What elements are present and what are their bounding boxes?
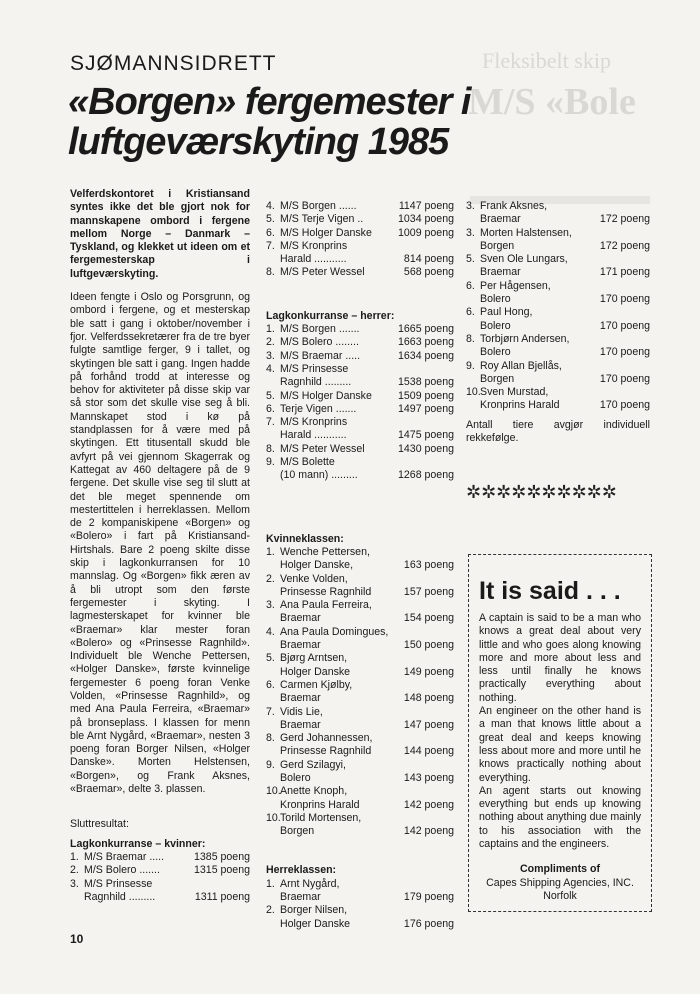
- team-men-list: [266, 323, 454, 483]
- points: 1509 poeng: [398, 389, 454, 402]
- rank: 2.: [266, 904, 275, 917]
- result-line: [466, 373, 650, 386]
- ship-name: Braemar: [280, 718, 321, 731]
- result-row: [70, 851, 250, 864]
- result-entry: [466, 253, 650, 280]
- result-line: [466, 306, 650, 319]
- entry-name: M/S Bolero .......: [84, 864, 160, 877]
- result-line: [266, 891, 454, 904]
- result-entry: [266, 812, 454, 839]
- entry-name: M/S Holger Danske: [280, 226, 372, 239]
- rank: 8.: [266, 732, 275, 745]
- result-line: [266, 612, 454, 625]
- rank: 1.: [266, 323, 275, 336]
- competitor-name: Borger Nilsen,: [280, 904, 348, 917]
- points: 1475 poeng: [398, 429, 454, 442]
- result-line: [266, 652, 454, 665]
- result-row: [266, 336, 454, 349]
- points: 157 poeng: [403, 585, 454, 598]
- competitor-name: Venke Volden,: [280, 572, 348, 585]
- result-line: [466, 320, 650, 333]
- points: 1497 poeng: [398, 402, 454, 415]
- result-line: [266, 825, 454, 838]
- points: 1311 poeng: [194, 890, 250, 903]
- points: 1430 poeng: [398, 442, 454, 455]
- rank: 3.: [466, 200, 475, 212]
- ship-name: Braemar: [280, 692, 321, 705]
- result-line: [466, 346, 650, 359]
- points: 1634 poeng: [398, 349, 454, 362]
- result-entry: [266, 785, 454, 812]
- entry-name: M/S Kronprins: [280, 239, 348, 252]
- rank: 4.: [266, 625, 275, 638]
- ship-name: Kronprins Harald: [280, 798, 360, 811]
- column-3: [466, 200, 650, 445]
- result-line: [266, 546, 454, 559]
- rank: 1.: [266, 545, 275, 558]
- result-entry: [266, 878, 454, 905]
- points: 172 poeng: [599, 213, 650, 226]
- ship-name: Braemar: [480, 266, 521, 279]
- section-heading: SJØMANNSIDRETT: [70, 52, 277, 75]
- points: 568 poeng: [403, 266, 454, 279]
- body-text: Ideen fengte i Oslo og Porsgrunn, og ombord i fergene, og et mesterskap ble satt i gang i oktober/november i fjor. Velferdssekretærer fra de tre byer fulgte samtlige ferger, 9 i tallet, og skytingen ble satt i gang. Ingen hadde på forhånd trodd at interesse og behov for aktiviteter på disse skip var så stor som det skulle vise seg å bli. Mannskapet stod i kø på standplassen for å være med på skytingen. Ett titusentall skudd ble avfyrt på vei gjennom Skagerrak og Kattegat av 460 deltagere på de 9 fergene. Det skulle vise seg til slutt at det ble meget spennende om mestertittelen i herreklassen. Mellom de 2 kompaniskipene «Borgen» og «Bolero» i fart på Kristiansand-Hirtshals. Bare 2 poeng skilte disse skip i lagkonkurransen for 10 mannslag. Og «Borgen» fikk æren av å bli utropt som den første fergemester i skyting. I lagmesterskapet for kvinner ble «Braemar» klar mester foran «Bolero» og «Prinsesse Ragnhild». Individuelt ble Wenche Pettersen, «Holger Danske», første kvinnelige fergemester 6 poeng foran Venke Volden, «Prinsesse Ragnhild», og med Ana Paula Ferreira, «Braemar» på bronseplass. I klassen for menn ble Arnt Nygård, «Braemar», nesten 3 poeng foran Borger Nilsen, «Holger Danske». Morten Helstensen, «Borgen», og Frank Aksnes, «Braemar», delte 3. plassen.: [70, 291, 250, 796]
- result-line: [266, 692, 454, 705]
- result-entry: [466, 386, 650, 413]
- result-row: [266, 240, 454, 253]
- compliments: [479, 863, 641, 903]
- rank: 10.: [466, 386, 481, 399]
- ship-name: Holger Danske,: [280, 559, 354, 572]
- rank: 5.: [266, 652, 275, 665]
- result-row: [70, 891, 250, 904]
- result-row: [266, 266, 454, 279]
- competitor-name: Per Hågensen,: [480, 279, 551, 292]
- rank: 8.: [466, 332, 475, 345]
- entry-name: M/S Bolette: [280, 456, 335, 469]
- ship-name: Bolero: [280, 771, 311, 784]
- points: 1665 poeng: [398, 323, 454, 336]
- result-entry: [266, 652, 454, 679]
- result-row: [266, 323, 454, 336]
- result-line: [466, 399, 650, 412]
- points: 142 poeng: [403, 798, 454, 811]
- result-line: [266, 799, 454, 812]
- points: 1034 poeng: [398, 213, 454, 226]
- result-entry: [466, 200, 650, 227]
- points: 143 poeng: [403, 771, 454, 784]
- result-row: [266, 403, 454, 416]
- competitor-name: Wenche Pettersen,: [280, 545, 370, 558]
- result-row: [266, 213, 454, 226]
- result-line: [266, 785, 454, 798]
- ship-name: Bolero: [480, 293, 511, 306]
- competitor-name: Paul Hong,: [480, 306, 533, 319]
- ship-name: Braemar: [480, 213, 521, 226]
- points: 170 poeng: [599, 319, 650, 332]
- tiebreak-note: Antall tiere avgjør individuell rekkefølge.: [466, 418, 650, 445]
- result-row: [266, 227, 454, 240]
- points: 172 poeng: [599, 239, 650, 252]
- title-line-2: luftgeværskyting 1985: [68, 121, 449, 163]
- competitor-name: Roy Allan Bjellås,: [480, 359, 562, 372]
- result-line: [266, 772, 454, 785]
- results-label: Sluttresultat:: [70, 818, 129, 831]
- result-line: [266, 732, 454, 745]
- rank: 2.: [266, 572, 275, 585]
- entry-name: Ragnhild .........: [280, 376, 352, 389]
- points: 1147 poeng: [398, 200, 454, 212]
- ship-name: Braemar: [280, 639, 321, 652]
- rank: 7.: [266, 416, 275, 429]
- points: 1009 poeng: [398, 226, 454, 239]
- box-paragraph-engineer: An engineer on the other hand is a man that knows little about a great deal and keeps knowing less about more and more until he knows practically nothing about everything.: [479, 705, 641, 784]
- points: 179 poeng: [403, 891, 454, 904]
- points: 171 poeng: [599, 266, 650, 279]
- entry-name: M/S Terje Vigen ..: [280, 213, 364, 226]
- result-row: [70, 878, 250, 891]
- result-line: [266, 626, 454, 639]
- title-line-1: «Borgen» fergemester i: [68, 81, 471, 123]
- result-row: [70, 864, 250, 877]
- result-line: [466, 386, 650, 399]
- ship-name: Holger Danske: [280, 917, 351, 930]
- column-2: [266, 200, 454, 931]
- result-entry: [266, 573, 454, 600]
- points: 1538 poeng: [398, 376, 454, 389]
- rank: 9.: [266, 758, 275, 771]
- ship-name: Borgen: [480, 239, 515, 252]
- result-line: [466, 266, 650, 279]
- result-entry: [266, 904, 454, 931]
- rank: 1.: [70, 850, 79, 863]
- competitor-name: Frank Aksnes,: [480, 200, 548, 212]
- result-line: [466, 293, 650, 306]
- points: 154 poeng: [403, 612, 454, 625]
- result-row: [266, 376, 454, 389]
- rank: 3.: [266, 349, 275, 362]
- entry-name: Terje Vigen .......: [280, 402, 357, 415]
- women-class-heading: Kvinneklassen:: [266, 532, 344, 545]
- points: 170 poeng: [599, 399, 650, 412]
- points: 150 poeng: [403, 639, 454, 652]
- ship-name: Braemar: [280, 891, 321, 904]
- rank: 8.: [266, 266, 275, 279]
- entry-name: M/S Holger Danske: [280, 389, 372, 402]
- result-entry: [266, 546, 454, 573]
- team-men-heading: Lagkonkurranse – herrer:: [266, 309, 395, 322]
- rank: 6.: [266, 226, 275, 239]
- result-line: [266, 745, 454, 758]
- ship-name: Prinsesse Ragnhild: [280, 745, 372, 758]
- competitor-name: Gerd Szilagyi,: [280, 758, 346, 771]
- points: 144 poeng: [403, 745, 454, 758]
- entry-name: Ragnhild .........: [84, 890, 156, 903]
- result-line: [266, 559, 454, 572]
- result-line: [466, 227, 650, 240]
- points: 170 poeng: [599, 372, 650, 385]
- entry-name: M/S Borgen .......: [280, 323, 360, 336]
- men-class-list: [266, 878, 454, 931]
- article-title: [68, 82, 471, 162]
- entry-name: Harald ...........: [280, 429, 347, 442]
- result-entry: [266, 706, 454, 733]
- result-line: [266, 719, 454, 732]
- result-line: [466, 213, 650, 226]
- result-row: [266, 456, 454, 469]
- result-line: [266, 586, 454, 599]
- box-title: It is said . . .: [479, 577, 621, 605]
- rank: 6.: [266, 402, 275, 415]
- result-line: [266, 573, 454, 586]
- points: 814 poeng: [403, 253, 454, 266]
- competitor-name: Torbjørn Andersen,: [480, 332, 570, 345]
- result-line: [266, 918, 454, 931]
- team-women-list-cont: [266, 200, 454, 280]
- result-line: [466, 240, 650, 253]
- ship-name: Kronprins Harald: [480, 399, 560, 412]
- rank: 6.: [466, 279, 475, 292]
- ship-name: Holger Danske: [280, 665, 351, 678]
- competitor-name: Ana Paula Ferreira,: [280, 599, 372, 612]
- result-line: [266, 878, 454, 891]
- result-entry: [266, 599, 454, 626]
- result-row: [266, 363, 454, 376]
- rank: 5.: [266, 213, 275, 226]
- ship-name: Bolero: [480, 346, 511, 359]
- entry-name: M/S Bolero ........: [280, 336, 359, 349]
- result-entry: [466, 333, 650, 360]
- rank: 5.: [466, 253, 475, 266]
- result-line: [266, 904, 454, 917]
- rank: 4.: [266, 362, 275, 375]
- rank: 7.: [266, 239, 275, 252]
- page-number: 10: [70, 932, 84, 946]
- result-line: [266, 639, 454, 652]
- result-row: [266, 416, 454, 429]
- competitor-name: Anette Knoph,: [280, 785, 348, 798]
- result-line: [466, 253, 650, 266]
- result-entry: [466, 280, 650, 307]
- it-is-said-box: [468, 554, 652, 912]
- entry-name: M/S Prinsesse: [84, 877, 153, 890]
- result-row: [266, 429, 454, 442]
- result-row: [266, 390, 454, 403]
- entry-name: Harald ...........: [280, 253, 347, 266]
- rank: 3.: [466, 226, 475, 239]
- competitor-name: Bjørg Arntsen,: [280, 652, 348, 665]
- result-line: [266, 706, 454, 719]
- rank: 10.: [266, 785, 281, 798]
- entry-name: (10 mann) .........: [280, 469, 358, 482]
- column-1: [70, 188, 250, 904]
- rank: 2.: [70, 864, 79, 877]
- result-entry: [266, 626, 454, 653]
- result-row: [266, 469, 454, 482]
- women-class-list: [266, 546, 454, 839]
- ship-name: Borgen: [480, 372, 515, 385]
- competitor-name: Sven Murstad,: [480, 386, 549, 399]
- result-line: [266, 679, 454, 692]
- result-entry: [266, 759, 454, 786]
- result-line: [266, 759, 454, 772]
- competitor-name: Ana Paula Domingues,: [280, 625, 389, 638]
- points: 170 poeng: [599, 293, 650, 306]
- ship-name: Braemar: [280, 612, 321, 625]
- competitor-name: Torild Mortensen,: [280, 811, 362, 824]
- result-line: [266, 599, 454, 612]
- rank: 5.: [266, 389, 275, 402]
- compliments-city: Norfolk: [543, 889, 577, 902]
- entry-name: M/S Braemar .....: [280, 349, 361, 362]
- team-women-list: [70, 851, 250, 904]
- competitor-name: Gerd Johannessen,: [280, 732, 373, 745]
- rank: 3.: [70, 877, 79, 890]
- result-entry: [466, 306, 650, 333]
- ship-name: Borgen: [280, 825, 315, 838]
- box-paragraph-captain: A captain is said to be a man who knows a great deal about very little and who goes along knowing more and more about less and less until finally he knows practically everything about nothing.: [479, 612, 641, 704]
- points: 1663 poeng: [398, 336, 454, 349]
- rank: 1.: [266, 877, 275, 890]
- star-divider: ✲✲✲✲✲✲✲✲✲✲: [466, 482, 617, 502]
- result-line: [266, 812, 454, 825]
- men-class-list-cont: [466, 200, 650, 413]
- points: 170 poeng: [599, 346, 650, 359]
- result-line: [466, 200, 650, 213]
- competitor-name: Vidis Lie,: [280, 705, 323, 718]
- rank: 6.: [266, 678, 275, 691]
- result-entry: [266, 732, 454, 759]
- result-row: [266, 350, 454, 363]
- result-line: [466, 280, 650, 293]
- rank: 9.: [266, 456, 275, 469]
- rank: 9.: [466, 359, 475, 372]
- rank: 10.: [266, 811, 281, 824]
- points: 1385 poeng: [194, 850, 250, 863]
- competitor-name: Morten Halstensen,: [480, 226, 572, 239]
- points: 163 poeng: [403, 559, 454, 572]
- points: 1268 poeng: [398, 469, 454, 482]
- points: 149 poeng: [403, 665, 454, 678]
- box-paragraph-agent: An agent starts out knowing everything but ends up knowing nothing about anything due mainly to his association with the captains and the engineers.: [479, 784, 641, 851]
- men-class-heading: Herreklassen:: [266, 864, 337, 877]
- ship-name: Prinsesse Ragnhild: [280, 585, 372, 598]
- competitor-name: Sven Ole Lungars,: [480, 253, 568, 266]
- entry-name: M/S Borgen ......: [280, 200, 357, 212]
- entry-name: M/S Peter Wessel: [280, 442, 365, 455]
- result-line: [466, 333, 650, 346]
- result-row: [266, 443, 454, 456]
- points: 148 poeng: [403, 692, 454, 705]
- result-entry: [466, 360, 650, 387]
- competitor-name: Carmen Kjølby,: [280, 678, 353, 691]
- points: 176 poeng: [403, 917, 454, 930]
- result-entry: [266, 679, 454, 706]
- points: 147 poeng: [403, 718, 454, 731]
- entry-name: M/S Peter Wessel: [280, 266, 365, 279]
- lead-paragraph: Velferdskontoret i Kristiansand syntes ikke det ble gjort nok for mannskapene ombord i fergene mellom Norge – Danmark – Tyskland, og klekket ut ideen om et fergemesterskap i luftgeværskyting.: [70, 188, 250, 280]
- result-line: [466, 360, 650, 373]
- compliments-company: Capes Shipping Agencies, INC.: [486, 876, 634, 889]
- team-women-heading: Lagkonkurranse – kvinner:: [70, 837, 206, 850]
- entry-name: M/S Prinsesse: [280, 362, 349, 375]
- result-row: [266, 200, 454, 213]
- competitor-name: Arnt Nygård,: [280, 877, 340, 890]
- entry-name: M/S Braemar .....: [84, 850, 165, 863]
- result-entry: [466, 227, 650, 254]
- rank: 6.: [466, 306, 475, 319]
- entry-name: M/S Kronprins: [280, 416, 348, 429]
- result-row: [266, 253, 454, 266]
- rank: 2.: [266, 336, 275, 349]
- compliments-heading: Compliments of: [519, 863, 601, 876]
- rank: 4.: [266, 200, 275, 212]
- points: 142 poeng: [403, 825, 454, 838]
- rank: 3.: [266, 599, 275, 612]
- rank: 8.: [266, 442, 275, 455]
- points: 1315 poeng: [194, 864, 250, 877]
- rank: 7.: [266, 705, 275, 718]
- ship-name: Bolero: [480, 319, 511, 332]
- result-line: [266, 666, 454, 679]
